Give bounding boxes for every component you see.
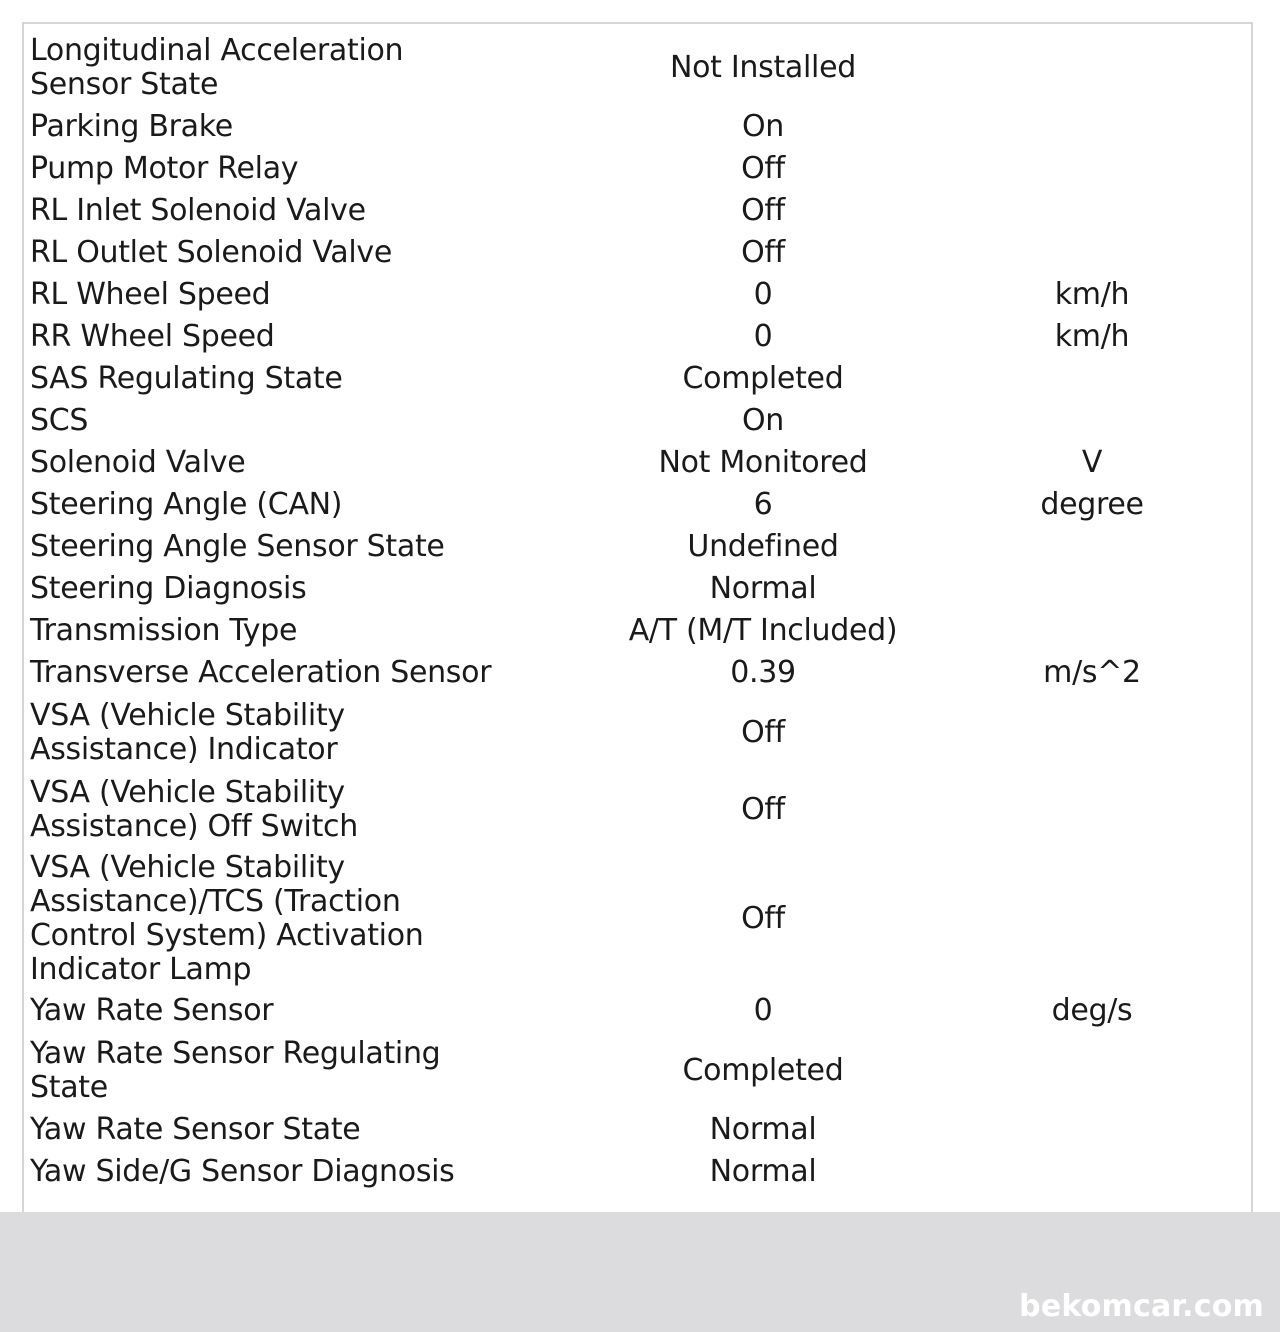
param-value: Off: [741, 714, 785, 750]
table-row[interactable]: [30, 990, 1246, 1032]
table-row[interactable]: [30, 771, 1246, 848]
param-name: RL Outlet Solenoid Valve: [30, 235, 392, 270]
param-name: Yaw Side/G Sensor Diagnosis: [30, 1154, 455, 1189]
param-unit: V: [1081, 445, 1103, 480]
param-name: VSA (Vehicle Stability Assistance) Indicator: [30, 697, 345, 767]
table-row[interactable]: [30, 848, 1246, 990]
table-row[interactable]: [30, 610, 1246, 652]
param-name: VSA (Vehicle Stability Assistance) Off Switch: [30, 774, 358, 844]
table-row[interactable]: [30, 400, 1246, 442]
param-unit: km/h: [1054, 319, 1130, 354]
table-row[interactable]: [30, 106, 1246, 148]
param-name: Steering Diagnosis: [30, 571, 307, 606]
table-row[interactable]: [30, 694, 1246, 771]
table-row[interactable]: [30, 274, 1246, 316]
param-name: Yaw Rate Sensor: [30, 993, 274, 1028]
table-row[interactable]: [30, 1109, 1246, 1151]
param-name: SAS Regulating State: [30, 361, 343, 396]
param-value: Off: [741, 151, 785, 186]
table-row[interactable]: [30, 358, 1246, 400]
param-unit: deg/s: [1051, 993, 1133, 1028]
table-row[interactable]: [30, 568, 1246, 610]
param-value: 0: [753, 277, 773, 312]
param-name: SCS: [30, 403, 89, 438]
param-value: Off: [741, 193, 785, 228]
param-name: Parking Brake: [30, 109, 233, 144]
param-name: VSA (Vehicle Stability Assistance)/TCS (Traction Control System) Activation Indicator Lamp: [30, 850, 424, 987]
param-name: Solenoid Valve: [30, 445, 246, 480]
param-value: 0: [753, 993, 773, 1028]
table-row[interactable]: [30, 30, 1246, 106]
param-value: 0: [753, 319, 773, 354]
table-row[interactable]: [30, 652, 1246, 694]
param-value: On: [741, 403, 785, 438]
param-value: Normal: [709, 571, 817, 606]
footer-band: [0, 1212, 1280, 1332]
param-name: RL Inlet Solenoid Valve: [30, 193, 366, 228]
table-row[interactable]: [30, 148, 1246, 190]
table-row[interactable]: [30, 190, 1246, 232]
table-row[interactable]: [30, 1032, 1246, 1109]
param-value: Normal: [709, 1154, 817, 1189]
param-value: Not Monitored: [658, 445, 868, 480]
param-name: Yaw Rate Sensor State: [30, 1112, 361, 1147]
table-row[interactable]: [30, 526, 1246, 568]
param-unit: km/h: [1054, 277, 1130, 312]
data-list-panel: [22, 22, 1253, 1222]
watermark: bekomcar.com: [1019, 1289, 1264, 1324]
table-row[interactable]: [30, 1151, 1246, 1193]
param-value: Off: [741, 791, 785, 827]
param-name: Transverse Acceleration Sensor: [30, 655, 492, 690]
param-name: Longitudinal Acceleration Sensor State: [30, 33, 404, 102]
table-row[interactable]: [30, 316, 1246, 358]
sensor-data-table: [30, 30, 1246, 1193]
param-name: Steering Angle (CAN): [30, 487, 343, 522]
param-value: Normal: [709, 1112, 817, 1147]
param-value: Off: [741, 235, 785, 270]
param-value: 0.39: [730, 655, 796, 690]
param-name: Transmission Type: [30, 613, 298, 648]
table-row[interactable]: [30, 442, 1246, 484]
param-value: Not Installed: [669, 50, 856, 85]
param-value: Undefined: [687, 529, 839, 564]
param-name: RR Wheel Speed: [30, 319, 275, 354]
param-unit: m/s^2: [1043, 655, 1141, 690]
param-unit: degree: [1040, 487, 1144, 522]
table-row[interactable]: [30, 484, 1246, 526]
param-name: Steering Angle Sensor State: [30, 529, 445, 564]
param-value: Completed: [682, 1052, 844, 1088]
param-name: Pump Motor Relay: [30, 151, 299, 186]
param-name: RL Wheel Speed: [30, 277, 271, 312]
table-row[interactable]: [30, 232, 1246, 274]
param-value: On: [741, 109, 785, 144]
param-value: Completed: [682, 361, 844, 396]
param-value: A/T (M/T Included): [628, 613, 898, 648]
param-value: 6: [753, 487, 773, 522]
param-name: Yaw Rate Sensor Regulating State: [30, 1035, 441, 1105]
param-value: Off: [741, 901, 785, 936]
